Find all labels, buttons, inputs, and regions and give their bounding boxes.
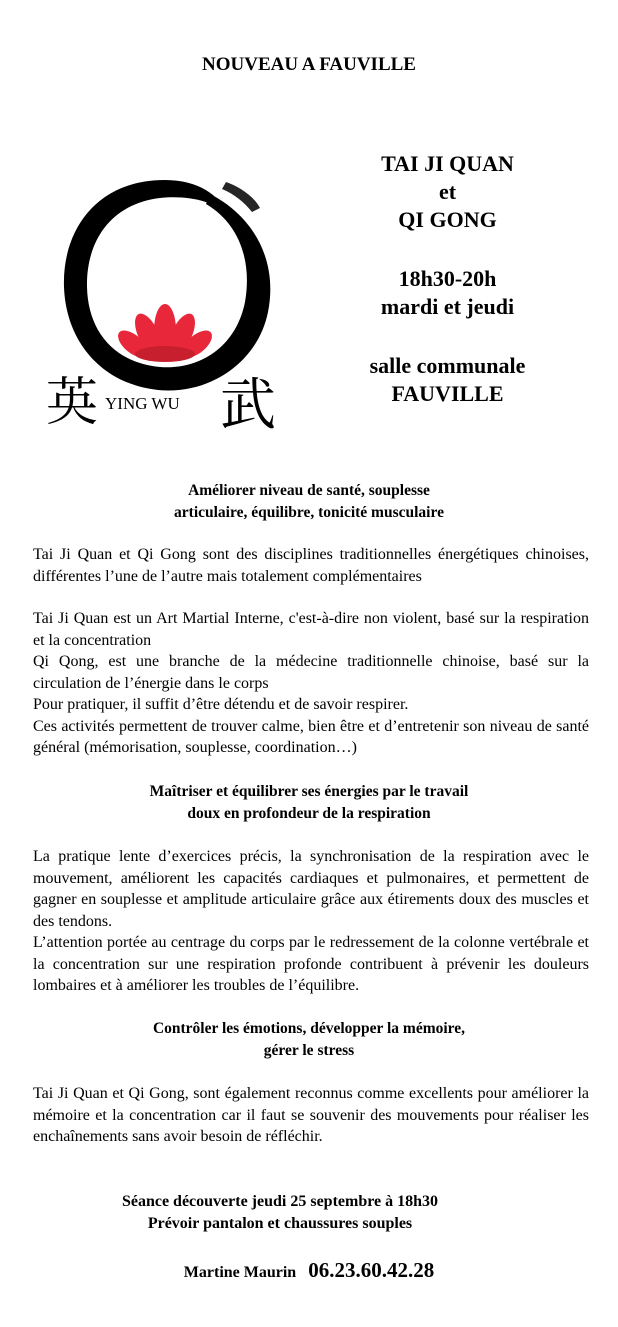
section3-heading-line1: Contrôler les émotions, développer la mémoire,: [152, 1020, 466, 1037]
section3-heading-line2: gérer le stress: [263, 1042, 355, 1059]
contact-phone: 06.23.60.42.28: [308, 1258, 435, 1282]
event-days: mardi et jeudi: [380, 294, 515, 319]
contact-name: Martine Maurin: [183, 1264, 297, 1281]
section1-p3: Pour pratiquer, il suffit d’être détendu et de savoir respirer.: [33, 696, 409, 713]
seance-line2: Prévoir pantalon et chaussures souples: [147, 1215, 413, 1232]
section1-p2: Qi Qong, est une branche de la médecine traditionnelle chinoise, basé sur la circulation de l’énergie dans le corps: [33, 653, 589, 692]
page-title: NOUVEAU A FAUVILLE: [202, 54, 416, 75]
section2-heading-line2: doux en profondeur de la respiration: [187, 805, 431, 822]
lotus-icon: [113, 304, 216, 362]
section1-body: [33, 608, 589, 759]
logo-text: YING WU: [105, 394, 180, 413]
section2-p2: L’attention portée au centrage du corps par le redressement de la colonne vertébrale et la concentration sur une respiration profonde contribuent à prévenir les douleurs lombaires et à améliorer les troubles de l’équilibre.: [33, 934, 589, 994]
contact: [0, 1258, 618, 1283]
logo-char-right: 武: [220, 373, 276, 432]
event-line2: et: [438, 179, 457, 204]
section3-heading: [30, 1018, 588, 1062]
section1-heading-line1: Améliorer niveau de santé, souplesse: [188, 482, 430, 499]
section1-heading: [30, 480, 588, 524]
section1-p4: Ces activités permettent de trouver calme, bien être et d’entretenir son niveau de santé général (mémorisation, souplesse, coordination…): [33, 717, 589, 756]
event-line1: TAI JI QUAN: [381, 151, 514, 176]
section2-heading: [30, 781, 588, 825]
seance-info: [70, 1191, 490, 1235]
section3-p1: Tai Ji Quan et Qi Gong, sont également reconnus comme excellents pour améliorer la mémoire et la concentration car il faut se souvenir des mouvements pour réaliser les enchaînements sans avoir besoin de réfléchir.: [33, 1085, 589, 1145]
ying-wu-logo: [40, 162, 290, 432]
section2-body: [33, 846, 589, 997]
section2-p1: La pratique lente d’exercices précis, la synchronisation de la respiration avec le mouvement, améliorent les capacités cardiaques et pulmonaires, et permettent de gagner en souplesse et amplitude articulaire grâce aux étirements doux des muscles et des tendons.: [33, 848, 589, 930]
section2-heading-line1: Maîtriser et équilibrer ses énergies par le travail: [149, 783, 469, 800]
logo-char-left: 英: [46, 373, 99, 432]
section1-intro: Tai Ji Quan et Qi Gong sont des disciplines traditionnelles énergétiques chinoises, différentes l’une de l’autre mais totalement complémentaires: [33, 546, 589, 585]
event-line3: QI GONG: [398, 207, 497, 232]
event-place-line1: salle communale: [369, 353, 526, 378]
seance-line1: Séance découverte jeudi 25 septembre à 18h30: [121, 1193, 439, 1210]
section1-p1: Tai Ji Quan est un Art Martial Interne, c'est-à-dire non violent, basé sur la respiration et la concentration: [33, 610, 589, 649]
event-time: 18h30-20h: [398, 266, 497, 291]
event-place-line2: FAUVILLE: [391, 381, 504, 406]
section1-heading-line2: articulaire, équilibre, tonicité musculaire: [174, 504, 444, 521]
